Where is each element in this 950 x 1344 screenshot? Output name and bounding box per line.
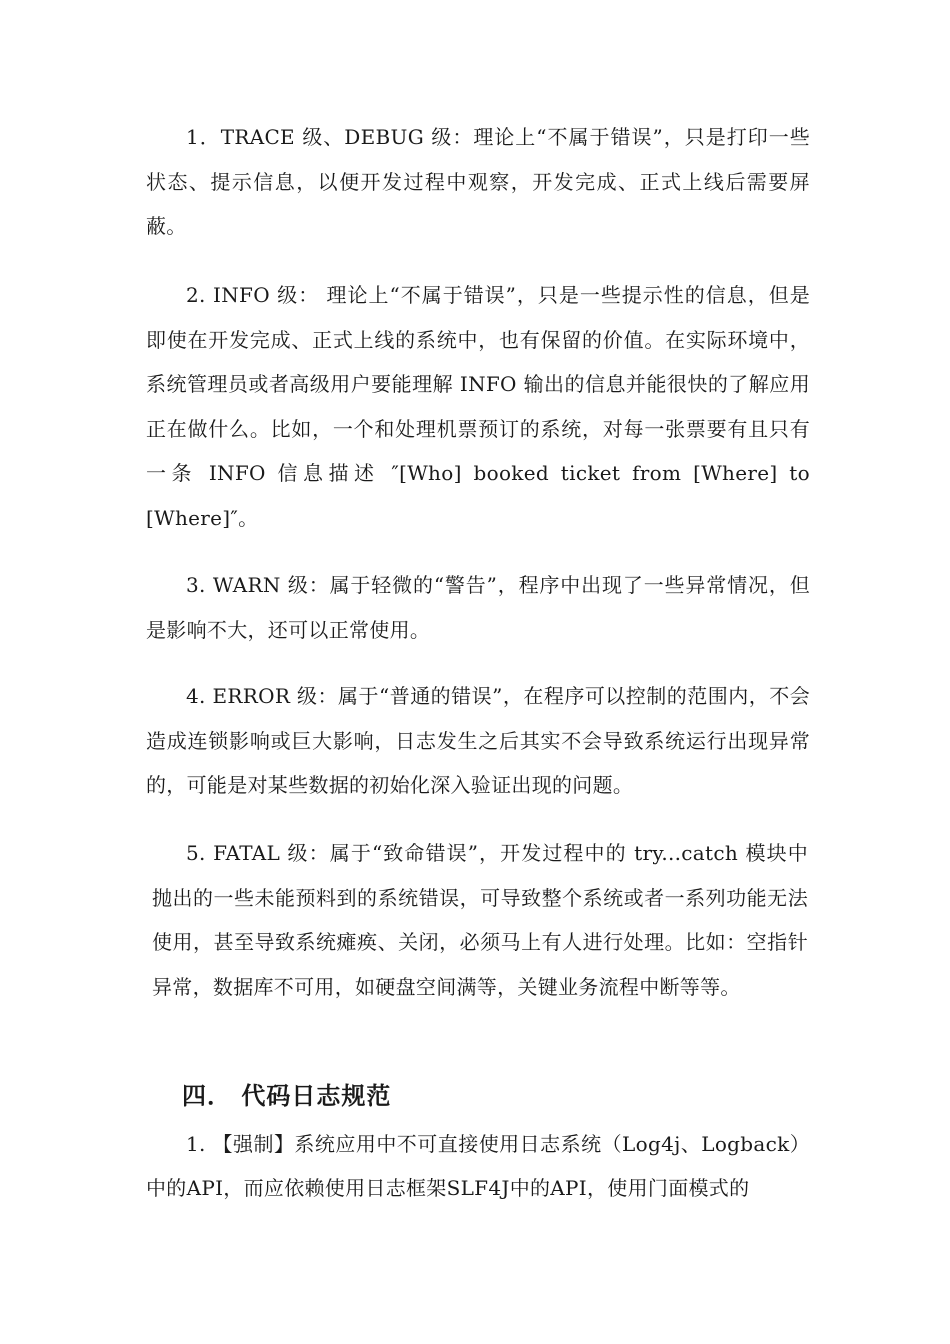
section-heading: 四． 代码日志规范	[182, 1082, 392, 1110]
paragraph-error: 4. ERROR 级：属于“普通的错误”，在程序可以控制的范围内，不会造成连锁影响或巨大影响，日志发生之后其实不会导致系统运行出现异常的，可能是对某些数据的初始化深入验证出现的问题。	[146, 684, 810, 797]
paragraph-warn: 3. WARN 级：属于轻微的“警告”，程序中出现了一些异常情况，但是影响不大，还可以正常使用。	[146, 573, 810, 642]
paragraph-fatal: 5. FATAL 级：属于“致命错误”，开发过程中的 try...catch 模块中抛出的一些未能预料到的系统错误，可导致整个系统或者一系列功能无法使用，甚至导致系统瘫痪、关闭，必须马上有人进行处理。比如：空指针异常，数据库不可用，如硬盘空间满等，关键业务流程中断等等。	[152, 841, 808, 999]
paragraph-rule-1: 1. 【强制】系统应用中不可直接使用日志系统（Log4j、Logback）中的API，而应依赖使用日志框架SLF4J中的API，使用门面模式的	[146, 1132, 810, 1200]
paragraph-info: 2. INFO 级： 理论上“不属于错误”，只是一些提示性的信息，但是即使在开发完成、正式上线的系统中，也有保留的价值。在实际环境中，系统管理员或者高级用户要能理解 INFO 输出的信息并能很快的了解应用正在做什么。比如，一个和处理机票预订的系统，对每一张票要有且只有一条 INFO 信息描述 ″[Who] booked ticket from [Where] to [Where]″。	[146, 283, 810, 530]
paragraph-trace-debug: 1．TRACE 级、DEBUG 级：理论上“不属于错误”，只是打印一些状态、提示信息，以便开发过程中观察，开发完成、正式上线后需要屏蔽。	[146, 125, 810, 238]
